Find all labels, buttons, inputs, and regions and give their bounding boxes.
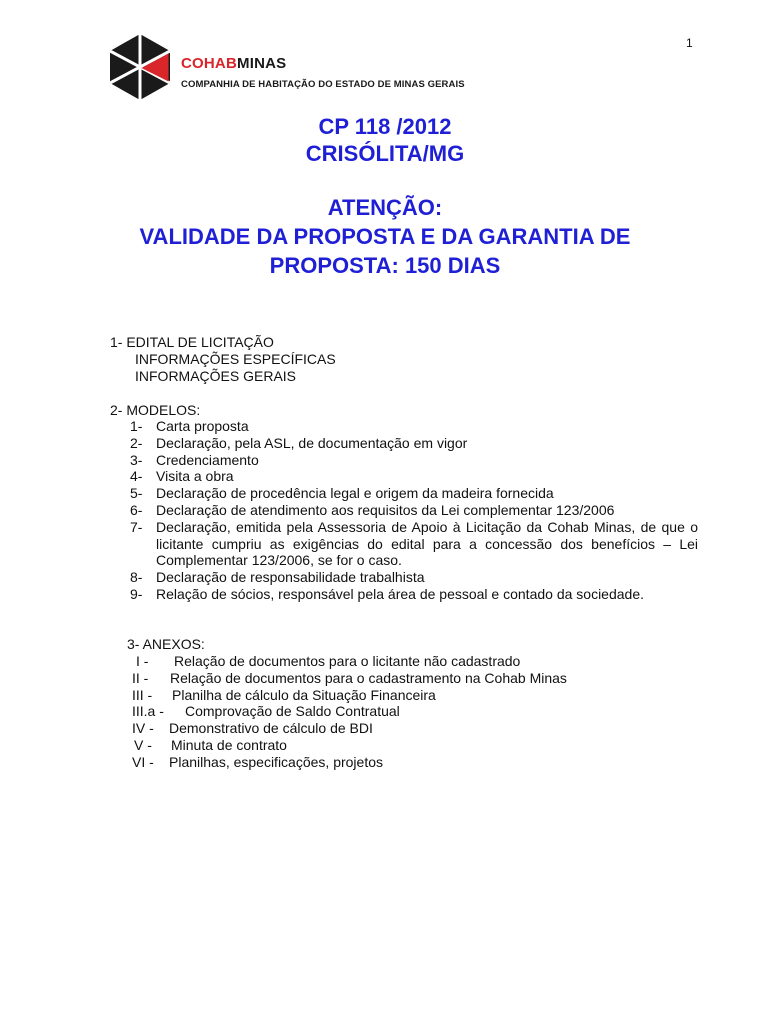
list-item bbox=[130, 468, 698, 485]
list-item bbox=[130, 485, 698, 502]
list-item-text: Comprovação de Saldo Contratual bbox=[185, 703, 400, 720]
list-item-number: 6- bbox=[130, 501, 143, 518]
list-item bbox=[130, 519, 698, 569]
section-edital bbox=[110, 334, 336, 384]
brand-name-cohab: COHAB bbox=[181, 55, 237, 72]
list-item-number: VI - bbox=[132, 753, 154, 770]
list-item-number: 7- bbox=[130, 518, 143, 535]
list-item-number: I - bbox=[136, 653, 149, 669]
list-item-text: Demonstrativo de cálculo de BDI bbox=[169, 720, 373, 737]
list-item bbox=[130, 569, 698, 586]
list-item-number: 2- bbox=[130, 434, 143, 451]
notice-heading: ATENÇÃO: bbox=[327, 195, 443, 220]
list-item bbox=[130, 502, 698, 519]
document-title-city: CRISÓLITA/MG bbox=[305, 141, 465, 166]
section-edital-item: INFORMAÇÕES GERAIS bbox=[135, 367, 297, 384]
list-item-number: 1- bbox=[130, 418, 143, 434]
section-edital-item: INFORMAÇÕES ESPECÍFICAS bbox=[135, 350, 336, 367]
page-number: 1 bbox=[686, 36, 693, 50]
list-item-text: Declaração de atendimento aos requisitos da Lei complementar 123/2006 bbox=[156, 501, 615, 518]
brand-name bbox=[181, 55, 286, 72]
brand-name-minas: MINAS bbox=[237, 55, 287, 72]
list-item-text: Relação de sócios, responsável pela área de pessoal e contado da sociedade. bbox=[156, 585, 644, 602]
list-item-number: IV - bbox=[132, 720, 154, 737]
section-anexos-heading: 3- ANEXOS: bbox=[127, 636, 205, 652]
list-item-text: Minuta de contrato bbox=[171, 736, 287, 753]
notice-line-2: PROPOSTA: 150 DIAS bbox=[269, 253, 501, 278]
list-item-number: III.a - bbox=[132, 703, 164, 720]
list-item-number: III - bbox=[132, 686, 153, 703]
list-item-number: 9- bbox=[130, 585, 143, 602]
list-item-text: Declaração de procedência legal e origem da madeira fornecida bbox=[156, 485, 554, 502]
list-item-text: Declaração, pela ASL, de documentação em vigor bbox=[156, 434, 468, 451]
list-item-text: Credenciamento bbox=[156, 451, 259, 468]
list-item-number: II - bbox=[132, 669, 149, 686]
list-item-text: Declaração, emitida pela Assessoria de Apoio à Licitação da Cohab Minas, de que o licitante cumpriu as exigências do edital para a concessão dos benefícios – Lei Complementar 123/2006, se for o caso. bbox=[156, 518, 698, 569]
list-item-text: Carta proposta bbox=[156, 418, 249, 434]
list-item-text: Declaração de responsabilidade trabalhista bbox=[156, 569, 425, 586]
list-item-text: Visita a obra bbox=[156, 468, 234, 485]
list-item bbox=[130, 418, 698, 435]
list-item-number: V - bbox=[134, 736, 152, 753]
list-item bbox=[130, 435, 698, 452]
list-item-number: 3- bbox=[130, 451, 143, 468]
list-item-text: Planilhas, especificações, projetos bbox=[169, 753, 384, 770]
list-item bbox=[130, 452, 698, 469]
section-edital-heading: 1- EDITAL DE LICITAÇÃO bbox=[110, 334, 274, 350]
notice-line-1: VALIDADE DA PROPOSTA E DA GARANTIA DE bbox=[139, 224, 631, 249]
section-modelos-list bbox=[130, 418, 698, 603]
document-title-cp: CP 118 /2012 bbox=[318, 114, 452, 139]
list-item bbox=[130, 586, 698, 603]
list-item-number: 5- bbox=[130, 485, 143, 502]
list-item-text: Planilha de cálculo da Situação Financeira bbox=[172, 686, 436, 703]
list-item-number: 8- bbox=[130, 569, 143, 586]
section-modelos-heading: 2- MODELOS: bbox=[110, 402, 201, 418]
list-item-text: Relação de documentos para o cadastramento na Cohab Minas bbox=[170, 669, 567, 686]
list-item-text: Relação de documentos para o licitante não cadastrado bbox=[174, 653, 521, 669]
cohab-cube-logo-icon bbox=[108, 32, 172, 102]
brand-subtitle: COMPANHIA DE HABITAÇÃO DO ESTADO DE MINAS GERAIS bbox=[181, 79, 465, 90]
list-item-number: 4- bbox=[130, 468, 143, 485]
